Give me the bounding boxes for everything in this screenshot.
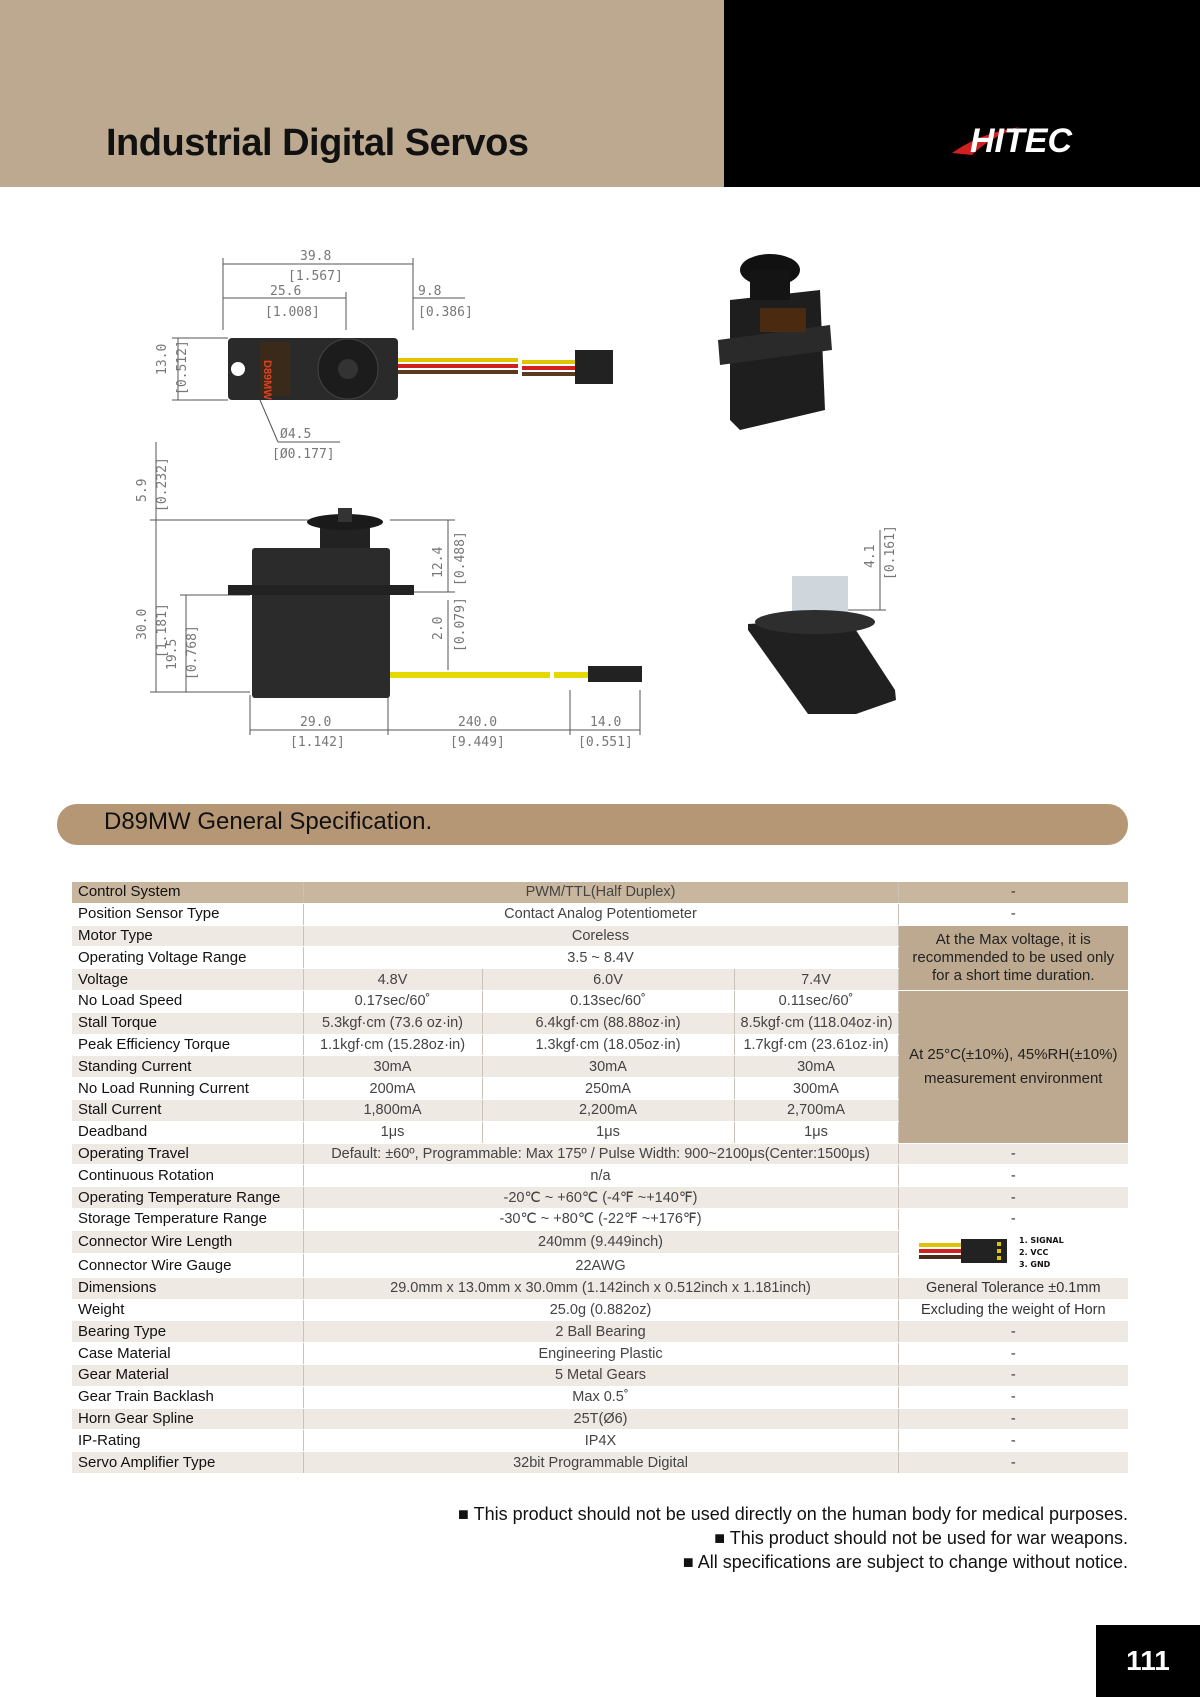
spec-label: Case Material	[72, 1343, 303, 1365]
spec-label: Weight	[72, 1299, 303, 1321]
table-row	[72, 1143, 1128, 1165]
spec-label: Voltage	[72, 969, 303, 991]
dim-text: [0.512]	[175, 340, 190, 395]
dim-text: [1.181]	[155, 603, 170, 658]
servo-side-view	[228, 508, 642, 698]
dim-text: [0.768]	[185, 625, 200, 680]
technical-drawing	[120, 230, 920, 760]
page-number: 111	[1096, 1625, 1200, 1697]
spec-value: 0.17sec/60˚	[303, 990, 482, 1012]
table-row	[72, 1187, 1128, 1209]
spec-label: Motor Type	[72, 925, 303, 947]
spec-note: -	[898, 1187, 1128, 1209]
spec-value: 30mA	[734, 1056, 898, 1078]
hitec-logo	[950, 115, 1110, 165]
connector-diagram-cell	[898, 1230, 1128, 1277]
dim-text: [1.567]	[288, 269, 343, 284]
connector-pin-label: 1. SIGNAL	[1018, 1235, 1064, 1245]
spec-table	[72, 882, 1128, 1474]
dim-text: 4.1	[863, 544, 878, 568]
brand-logo-text: HITEC	[970, 122, 1072, 160]
dim-text: [0.161]	[883, 525, 898, 580]
max-voltage-note: At the Max voltage, it is recommended to be used only for a short time duration.	[898, 925, 1128, 990]
spec-value: 1.3kgf·cm (18.05oz·in)	[482, 1034, 734, 1056]
spec-note: -	[898, 1165, 1128, 1187]
spec-value: 4.8V	[303, 969, 482, 991]
footnotes	[458, 1502, 1128, 1574]
spec-label: IP-Rating	[72, 1430, 303, 1452]
spec-note: -	[898, 1452, 1128, 1474]
spec-label: Operating Travel	[72, 1143, 303, 1165]
spec-value: 22AWG	[303, 1254, 898, 1278]
spec-value: 3.5 ~ 8.4V	[303, 947, 898, 969]
dim-text: Ø4.5	[280, 427, 312, 442]
dim-text: 30.0	[135, 608, 150, 640]
dim-text: [0.488]	[453, 531, 468, 586]
footnote-text: This product should not be used for war weapons.	[729, 1528, 1128, 1548]
spec-value: 1.1kgf·cm (15.28oz·in)	[303, 1034, 482, 1056]
spec-value: Max 0.5˚	[303, 1386, 898, 1408]
spec-value: 1,800mA	[303, 1099, 482, 1121]
spec-note: -	[898, 1408, 1128, 1430]
dim-text: 9.8	[418, 284, 442, 299]
spec-value: 0.13sec/60˚	[482, 990, 734, 1012]
square-bullet-icon: ■	[458, 1504, 474, 1524]
spec-value: 1μs	[303, 1121, 482, 1143]
spec-note: -	[898, 903, 1128, 925]
spec-value: 30mA	[482, 1056, 734, 1078]
spec-value: 240mm (9.449inch)	[303, 1230, 898, 1254]
spec-value: Contact Analog Potentiometer	[303, 903, 898, 925]
spec-note: -	[898, 1321, 1128, 1343]
connector-diagram	[899, 1231, 1129, 1271]
spec-label: Operating Voltage Range	[72, 947, 303, 969]
table-row	[72, 990, 1128, 1012]
spec-value: 300mA	[734, 1078, 898, 1100]
spec-label: Gear Train Backlash	[72, 1386, 303, 1408]
servo-top-view	[228, 338, 613, 400]
dim-text: 5.9	[135, 478, 150, 502]
spec-note: General Tolerance ±0.1mm	[898, 1277, 1128, 1299]
spec-value: 250mA	[482, 1078, 734, 1100]
spec-value: 2,200mA	[482, 1099, 734, 1121]
footnote-item	[458, 1526, 1128, 1550]
spec-value: Coreless	[303, 925, 898, 947]
dim-text: [0.079]	[453, 597, 468, 652]
page-title: Industrial Digital Servos	[106, 122, 529, 164]
connector-pin-label: 2. VCC	[1018, 1247, 1048, 1257]
spec-note: -	[898, 1386, 1128, 1408]
dim-text: 12.4	[431, 546, 446, 578]
spec-section-title: D89MW General Specification.	[104, 808, 433, 835]
spec-label: Servo Amplifier Type	[72, 1452, 303, 1474]
spec-note: -	[898, 1208, 1128, 1230]
footnote-item	[458, 1502, 1128, 1526]
servo-3d-view	[718, 254, 832, 430]
spec-label: Storage Temperature Range	[72, 1208, 303, 1230]
horn-detail	[748, 576, 896, 714]
dim-text: 39.8	[300, 249, 332, 264]
spec-value: 200mA	[303, 1078, 482, 1100]
table-row	[72, 1364, 1128, 1386]
table-row	[72, 1230, 1128, 1254]
spec-label: Deadband	[72, 1121, 303, 1143]
spec-label: Connector Wire Length	[72, 1230, 303, 1254]
spec-value: 2 Ball Bearing	[303, 1321, 898, 1343]
spec-note: -	[898, 1364, 1128, 1386]
spec-label: Dimensions	[72, 1277, 303, 1299]
spec-note: Excluding the weight of Horn	[898, 1299, 1128, 1321]
spec-note: -	[898, 1143, 1128, 1165]
spec-value: IP4X	[303, 1430, 898, 1452]
dim-text: [0.551]	[578, 735, 633, 750]
dim-text: 19.5	[165, 638, 180, 670]
spec-label: Stall Torque	[72, 1012, 303, 1034]
spec-value: 1μs	[734, 1121, 898, 1143]
table-row	[72, 882, 1128, 903]
spec-value: 29.0mm x 13.0mm x 30.0mm (1.142inch x 0.512inch x 1.181inch)	[303, 1277, 898, 1299]
dim-text: 25.6	[270, 284, 302, 299]
spec-value: PWM/TTL(Half Duplex)	[303, 882, 898, 903]
spec-value: Engineering Plastic	[303, 1343, 898, 1365]
dim-text: 2.0	[431, 616, 446, 640]
spec-label: Continuous Rotation	[72, 1165, 303, 1187]
spec-label: Gear Material	[72, 1364, 303, 1386]
spec-label: Operating Temperature Range	[72, 1187, 303, 1209]
spec-value: 7.4V	[734, 969, 898, 991]
spec-label: Peak Efficiency Torque	[72, 1034, 303, 1056]
square-bullet-icon: ■	[682, 1552, 698, 1572]
measurement-note-line2: measurement environment	[924, 1069, 1103, 1087]
spec-label: No Load Speed	[72, 990, 303, 1012]
spec-label: Bearing Type	[72, 1321, 303, 1343]
measurement-note-line1: At 25°C(±10%), 45%RH(±10%)	[909, 1045, 1118, 1063]
spec-value: 30mA	[303, 1056, 482, 1078]
spec-value: 2,700mA	[734, 1099, 898, 1121]
spec-value: 25.0g (0.882oz)	[303, 1299, 898, 1321]
spec-label: Connector Wire Gauge	[72, 1254, 303, 1278]
dim-text: 240.0	[458, 715, 498, 730]
spec-value: 1μs	[482, 1121, 734, 1143]
spec-value: 6.0V	[482, 969, 734, 991]
table-row	[72, 1321, 1128, 1343]
footnote-item	[458, 1550, 1128, 1574]
square-bullet-icon: ■	[714, 1528, 730, 1548]
table-row	[72, 1452, 1128, 1474]
spec-label: No Load Running Current	[72, 1078, 303, 1100]
table-row	[72, 1299, 1128, 1321]
dim-text: [9.449]	[450, 735, 505, 750]
model-label: D89MW	[261, 360, 273, 400]
table-row	[72, 1408, 1128, 1430]
dim-text: [1.008]	[265, 305, 320, 320]
spec-value: 6.4kgf·cm (88.88oz·in)	[482, 1012, 734, 1034]
spec-value: 8.5kgf·cm (118.04oz·in)	[734, 1012, 898, 1034]
spec-value: n/a	[303, 1165, 898, 1187]
table-row	[72, 1165, 1128, 1187]
spec-value: 5.3kgf·cm (73.6 oz·in)	[303, 1012, 482, 1034]
table-row	[72, 1277, 1128, 1299]
spec-value: -30℃ ~ +80℃ (-22℉ ~+176℉)	[303, 1208, 898, 1230]
spec-value: Default: ±60º, Programmable: Max 175º / Pulse Width: 900~2100μs(Center:1500μs)	[303, 1143, 898, 1165]
spec-label: Stall Current	[72, 1099, 303, 1121]
spec-label: Control System	[72, 882, 303, 903]
spec-label: Horn Gear Spline	[72, 1408, 303, 1430]
dim-text: [0.232]	[155, 457, 170, 512]
table-row	[72, 925, 1128, 947]
spec-label: Position Sensor Type	[72, 903, 303, 925]
connector-pin-label: 3. GND	[1018, 1259, 1050, 1269]
spec-note: -	[898, 1430, 1128, 1452]
spec-value: 5 Metal Gears	[303, 1364, 898, 1386]
spec-value: -20℃ ~ +60℃ (-4℉ ~+140℉)	[303, 1187, 898, 1209]
spec-value: 1.7kgf·cm (23.61oz·in)	[734, 1034, 898, 1056]
spec-label: Standing Current	[72, 1056, 303, 1078]
table-row	[72, 1343, 1128, 1365]
dim-text: 29.0	[300, 715, 332, 730]
table-row	[72, 1386, 1128, 1408]
table-row	[72, 1208, 1128, 1230]
dim-text: 13.0	[155, 343, 170, 375]
table-row	[72, 1430, 1128, 1452]
footnote-text: This product should not be used directly on the human body for medical purposes.	[473, 1504, 1128, 1524]
dim-text: [0.386]	[418, 305, 473, 320]
measurement-note	[898, 990, 1128, 1143]
footnote-text: All specifications are subject to change without notice.	[697, 1552, 1128, 1572]
table-row	[72, 903, 1128, 925]
spec-value: 25T(Ø6)	[303, 1408, 898, 1430]
dim-text: 14.0	[590, 715, 622, 730]
dim-text: [1.142]	[290, 735, 345, 750]
spec-note: -	[898, 882, 1128, 903]
spec-value: 32bit Programmable Digital	[303, 1452, 898, 1474]
dim-text: [Ø0.177]	[272, 447, 335, 462]
spec-note: -	[898, 1343, 1128, 1365]
spec-value: 0.11sec/60˚	[734, 990, 898, 1012]
